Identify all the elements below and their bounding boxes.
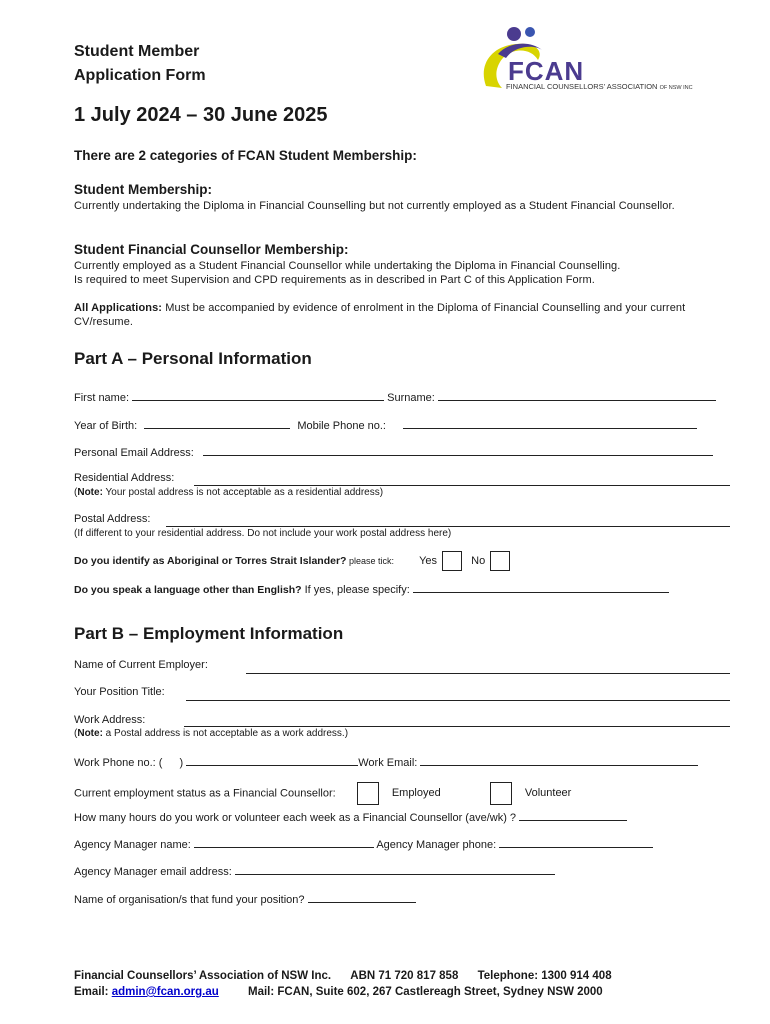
funders-field[interactable]	[308, 892, 416, 903]
volunteer-checkbox[interactable]	[490, 782, 512, 805]
work-contact-row	[74, 755, 698, 769]
manager-phone-label: Agency Manager phone:	[376, 839, 497, 851]
yes-label: Yes	[419, 554, 438, 567]
footer-mail: Mail: FCAN, Suite 602, 267 Castlereagh Street, Sydney NSW 2000	[247, 986, 603, 998]
personal-email-label: Personal Email Address:	[74, 447, 194, 459]
footer-email-link[interactable]: admin@fcan.org.au	[111, 986, 219, 998]
manager-phone-field[interactable]	[499, 837, 653, 848]
language-question: Do you speak a language other than English?	[74, 584, 302, 596]
manager-row	[74, 837, 653, 851]
hours-label: How many hours do you work or volunteer each week as a Financial Counsellor (ave/wk) ?	[74, 812, 517, 824]
email-row	[74, 445, 713, 459]
work-email-label: Work Email:	[358, 757, 418, 769]
residential-note-label: Note:	[77, 487, 103, 498]
sfc-membership-heading: Student Financial Counsellor Membership:	[74, 242, 349, 257]
mobile-label: Mobile Phone no.:	[297, 420, 386, 432]
name-row	[74, 390, 716, 404]
work-note-label: Note:	[77, 728, 103, 739]
year-of-birth-field[interactable]	[144, 418, 290, 429]
logo-subtitle: FINANCIAL COUNSELLORS' ASSOCIATION	[506, 82, 658, 91]
work-phone-label: Work Phone no.: (	[74, 757, 163, 769]
manager-email-field[interactable]	[235, 864, 555, 875]
yes-checkbox[interactable]	[442, 551, 462, 571]
title-line-2: Application Form	[74, 67, 206, 84]
employed-checkbox[interactable]	[357, 782, 379, 805]
footer-phone: Telephone: 1300 914 408	[477, 970, 612, 982]
employment-status-label: Current employment status as a Financial Counsellor:	[74, 787, 336, 800]
first-name-field[interactable]	[132, 390, 384, 401]
sfc-membership-text	[74, 259, 734, 287]
employed-label: Employed	[391, 787, 441, 800]
student-membership-heading: Student Membership:	[74, 182, 213, 197]
work-address-field[interactable]	[184, 726, 730, 727]
position-label: Your Position Title:	[74, 686, 165, 698]
postal-address-label: Postal Address:	[74, 513, 151, 525]
footer-org: Financial Counsellors’ Association of NSW Inc.	[74, 970, 332, 982]
no-checkbox[interactable]	[490, 551, 510, 571]
all-applications-label: All Applications:	[74, 302, 163, 314]
manager-email-label: Agency Manager email address:	[74, 866, 232, 878]
postal-address-field[interactable]	[166, 526, 730, 527]
manager-name-label: Agency Manager name:	[74, 839, 191, 851]
footer-email-label: Email:	[74, 986, 109, 998]
title-line-1: Student Member	[74, 43, 200, 60]
position-field[interactable]	[186, 700, 730, 701]
work-email-field[interactable]	[420, 755, 698, 766]
membership-dates: 1 July 2024 – 30 June 2025	[74, 104, 328, 126]
footer-abn: ABN 71 720 817 858	[350, 970, 459, 982]
surname-label: Surname:	[387, 392, 435, 404]
work-note-text: a Postal address is not acceptable as a work address.)	[102, 728, 349, 739]
residential-note: (Note: Your postal address is not acceptable as a residential address)	[74, 487, 384, 498]
aboriginal-row	[74, 551, 510, 571]
manager-email-row	[74, 864, 555, 878]
volunteer-label: Volunteer	[524, 787, 572, 800]
footer-line-1	[74, 968, 612, 984]
manager-name-field[interactable]	[194, 837, 374, 848]
language-row	[74, 582, 669, 596]
all-applications-note	[74, 301, 734, 329]
student-membership-text: Currently undertaking the Diploma in Financial Counselling but not currently employed as a Student Financial Counsellor.	[74, 200, 675, 212]
language-specify-label: If yes, please specify:	[301, 584, 410, 596]
please-tick-label: please tick:	[346, 555, 394, 566]
mobile-field[interactable]	[403, 418, 697, 429]
residential-address-field[interactable]	[194, 485, 730, 486]
sfc-text-line-1: Currently employed as a Student Financial Counsellor while undertaking the Diploma in Financial Counselling.	[74, 260, 621, 272]
personal-email-field[interactable]	[203, 445, 713, 456]
postal-note: (If different to your residential address. Do not include your work postal address here)	[74, 528, 452, 539]
employer-field[interactable]	[246, 673, 730, 674]
work-phone-field[interactable]	[186, 755, 358, 766]
logo-text: FCAN	[508, 56, 585, 86]
first-name-label: First name:	[74, 392, 130, 404]
aboriginal-question: Do you identify as Aboriginal or Torres Strait Islander?	[74, 554, 347, 567]
fcan-logo	[478, 24, 738, 96]
birth-mobile-row	[74, 418, 697, 432]
surname-field[interactable]	[438, 390, 716, 401]
employer-label: Name of Current Employer:	[74, 659, 208, 671]
residential-address-label: Residential Address:	[74, 472, 175, 484]
part-b-heading: Part B – Employment Information	[74, 624, 344, 643]
part-a-heading: Part A – Personal Information	[74, 349, 312, 368]
categories-heading: There are 2 categories of FCAN Student Membership:	[74, 148, 417, 163]
all-applications-text: Must be accompanied by evidence of enrolment in the Diploma of Financial Counselling and your current CV/resume.	[74, 302, 686, 328]
year-of-birth-label: Year of Birth:	[74, 420, 138, 432]
footer	[74, 968, 612, 1000]
sfc-text-line-2: Is required to meet Supervision and CPD requirements as in described in Part C of this Application Form.	[74, 274, 595, 286]
employment-status-row	[74, 782, 571, 805]
logo-subtitle-small: OF NSW INC	[659, 85, 693, 91]
work-phone-close: )	[179, 757, 184, 769]
no-label: No	[471, 554, 486, 567]
logo-subtitle-row	[506, 82, 693, 91]
hours-row	[74, 810, 627, 824]
hours-field[interactable]	[519, 810, 627, 821]
work-address-label: Work Address:	[74, 714, 146, 726]
funders-label: Name of organisation/s that fund your position?	[74, 894, 305, 906]
language-field[interactable]	[413, 582, 669, 593]
funders-row	[74, 892, 416, 906]
residential-note-text: Your postal address is not acceptable as a residential address)	[102, 487, 384, 498]
work-address-note: (Note: a Postal address is not acceptable as a work address.)	[74, 728, 349, 739]
footer-line-2	[74, 984, 612, 1000]
form-title	[74, 40, 206, 88]
